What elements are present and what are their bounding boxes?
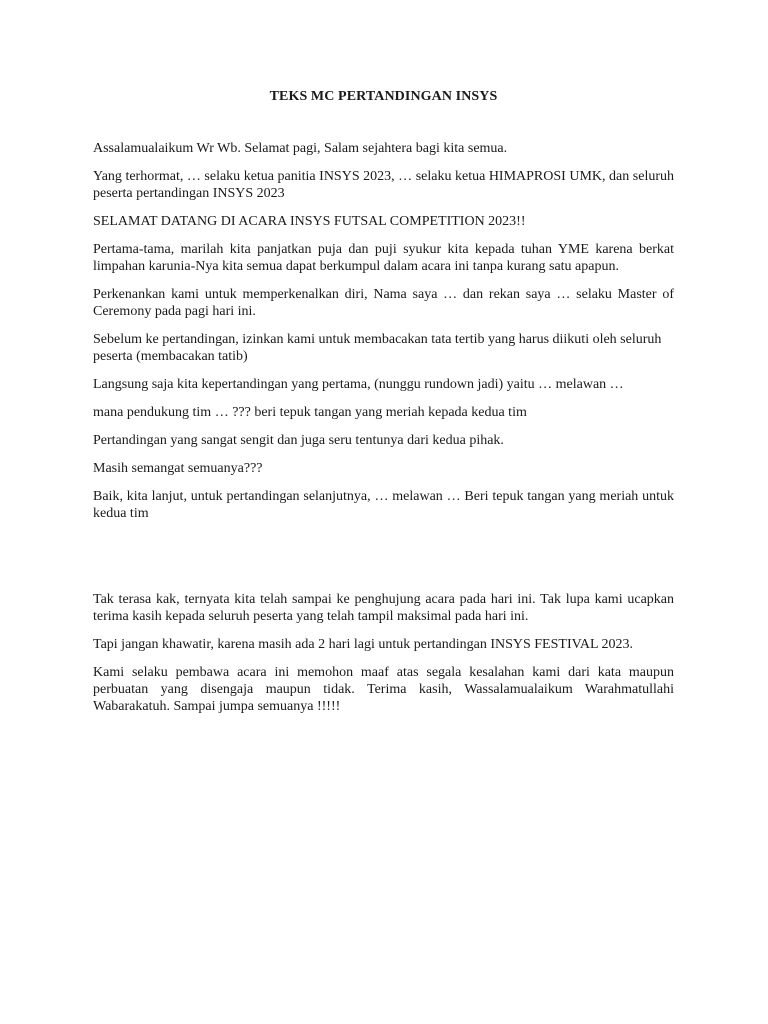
- paragraph-rules: Sebelum ke pertandingan, izinkan kami untuk membacakan tata tertib yang harus diikuti oleh seluruh peserta (membacakan tatib): [93, 332, 662, 364]
- paragraph-gratitude: Pertama-tama, marilah kita panjatkan puja dan puji syukur kita kepada tuhan YME karena berkat limpahan karunia-Nya kita semua dapat berkumpul dalam acara ini tanpa kurang satu apapun.: [93, 242, 674, 274]
- paragraph-closing: Tak terasa kak, ternyata kita telah sampai ke penghujung acara pada hari ini. Tak lupa kami ucapkan terima kasih kepada seluruh peserta yang telah tampil maksimal pada hari ini.: [93, 592, 674, 624]
- paragraph-first-match: Langsung saja kita kepertandingan yang pertama, (nunggu rundown jadi) yaitu … melawan …: [93, 377, 624, 392]
- paragraph-farewell: Kami selaku pembawa acara ini memohon maaf atas segala kesalahan kami dari kata maupun perbuatan yang disengaja maupun tidak. Terima kasih, Wassalamualaikum Warahmatullahi Wabarakatuh. Sampai jumpa semuanya !!!!!: [93, 665, 674, 714]
- paragraph-introduction: Perkenankan kami untuk memperkenalkan diri, Nama saya … dan rekan saya … selaku Master of Ceremony pada pagi hari ini.: [93, 287, 674, 319]
- paragraph-respects: Yang terhormat, … selaku ketua panitia INSYS 2023, … selaku ketua HIMAPROSI UMK, dan seluruh peserta pertandingan INSYS 2023: [93, 169, 674, 201]
- paragraph-festival-note: Tapi jangan khawatir, karena masih ada 2 hari lagi untuk pertandingan INSYS FESTIVAL 2023.: [93, 637, 634, 652]
- section-gap: [93, 533, 674, 591]
- paragraph-supporters: mana pendukung tim … ??? beri tepuk tangan yang meriah kepada kedua tim: [93, 405, 527, 420]
- paragraph-greeting: Assalamualaikum Wr Wb. Selamat pagi, Salam sejahtera bagi kita semua.: [93, 141, 508, 156]
- document-body: [93, 88, 674, 726]
- paragraph-welcome: SELAMAT DATANG DI ACARA INSYS FUTSAL COMPETITION 2023!!: [93, 214, 526, 229]
- paragraph-match-comment: Pertandingan yang sangat sengit dan juga seru tentunya dari kedua pihak.: [93, 433, 504, 448]
- paragraph-spirit-check: Masih semangat semuanya???: [93, 461, 263, 476]
- page-title: TEKS MC PERTANDINGAN INSYS: [269, 89, 498, 104]
- paragraph-next-match: Baik, kita lanjut, untuk pertandingan selanjutnya, … melawan … Beri tepuk tangan yang meriah untuk kedua tim: [93, 489, 674, 521]
